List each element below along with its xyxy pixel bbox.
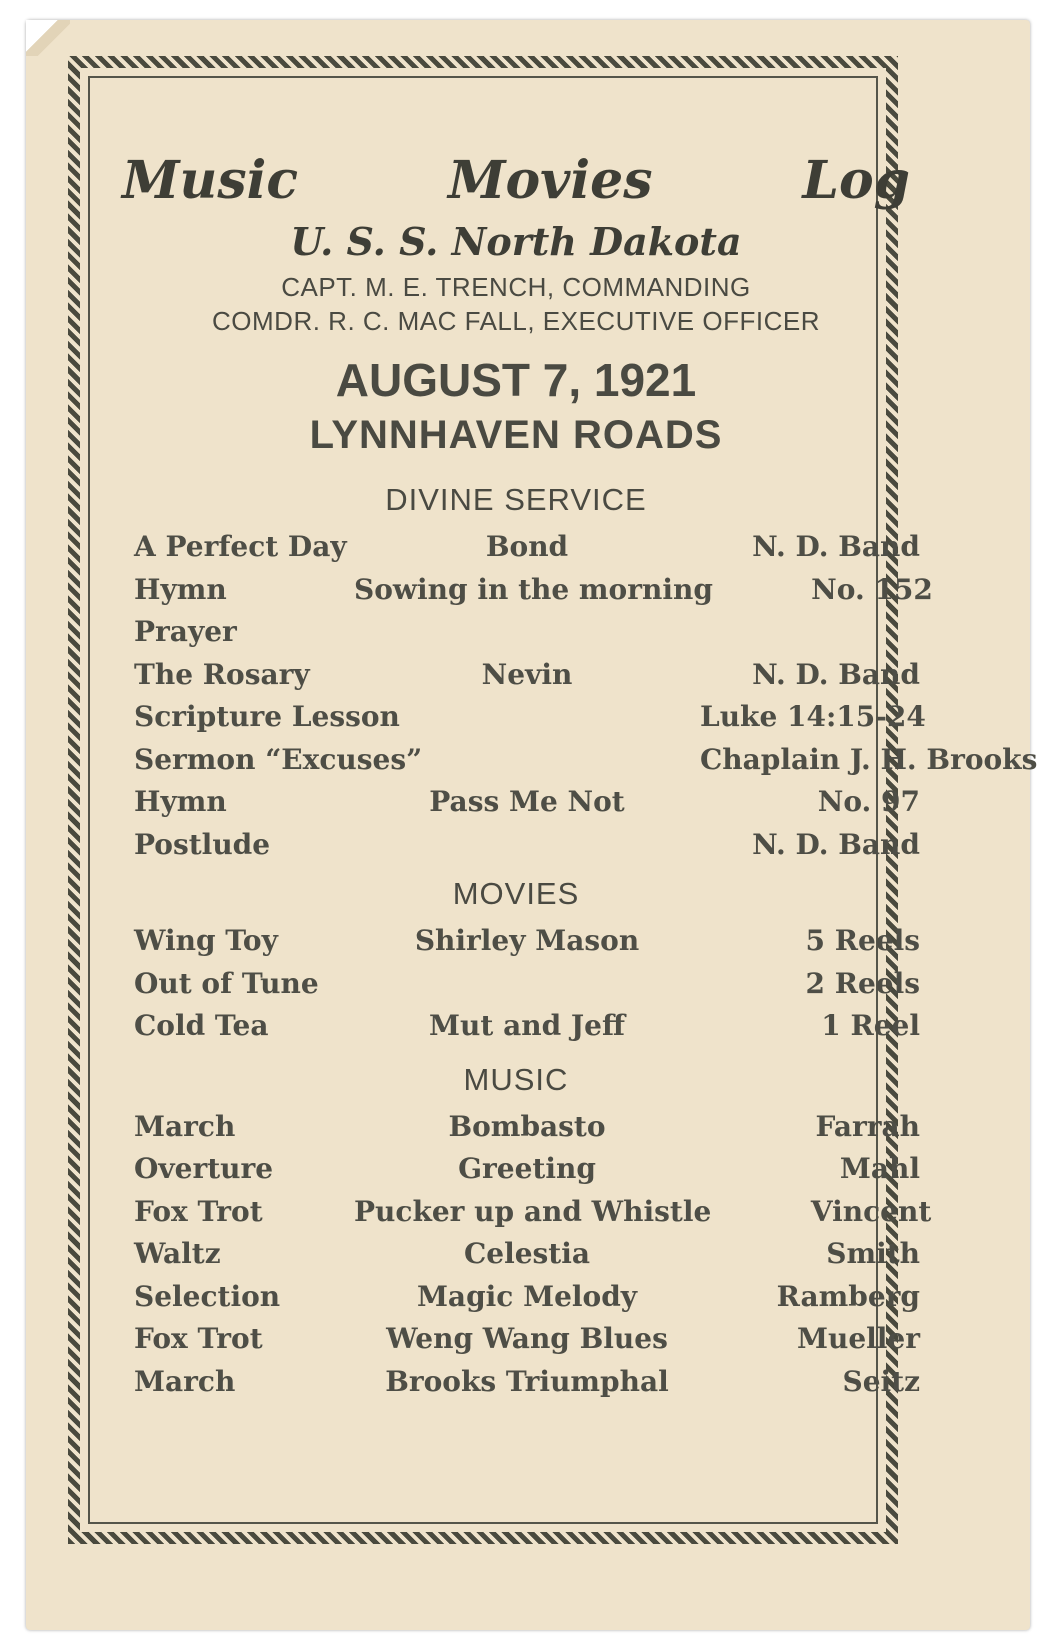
program-row xyxy=(112,739,1038,782)
program-row xyxy=(112,781,920,824)
item-type: Hymn xyxy=(134,572,227,606)
program-row xyxy=(112,824,920,867)
item-type: Selection xyxy=(134,1279,281,1313)
program-row xyxy=(112,611,920,654)
item-credit: Ramberg xyxy=(776,1279,920,1313)
item-credit: Mahl xyxy=(839,1152,920,1185)
item-credit: N. D. Band xyxy=(752,530,920,563)
item-title: Celestia xyxy=(463,1237,591,1270)
item-type: Out of Tune xyxy=(134,966,319,1000)
item-credit: 5 Reels xyxy=(805,924,920,957)
item-credit: No. 97 xyxy=(817,785,920,818)
item-title: Pucker up and Whistle xyxy=(354,1194,712,1228)
program-row xyxy=(112,1148,920,1191)
item-type: March xyxy=(134,1364,236,1398)
item-type: Sermon “Excuses” xyxy=(134,742,423,776)
program-row xyxy=(112,1191,932,1234)
item-title: Sowing in the morning xyxy=(354,572,713,606)
item-title: Bond xyxy=(485,530,569,563)
program-row xyxy=(112,569,933,612)
masthead-music: Music xyxy=(122,150,299,211)
item-title: Mut and Jeff xyxy=(429,1009,625,1042)
item-title: Shirley Mason xyxy=(414,924,640,957)
item-title: Bombasto xyxy=(448,1109,606,1143)
item-credit: Mueller xyxy=(796,1322,920,1355)
program-row xyxy=(112,654,920,697)
item-title xyxy=(354,963,700,1006)
item-type: A Perfect Day xyxy=(134,530,347,563)
item-credit: N. D. Band xyxy=(752,657,920,691)
program-content xyxy=(112,150,1038,1403)
item-title: Brooks Triumphal xyxy=(385,1364,669,1398)
program-location: LYNNHAVEN ROADS xyxy=(309,413,723,457)
item-type: Postlude xyxy=(134,827,271,861)
item-title: Weng Wang Blues xyxy=(386,1322,668,1355)
item-credit: 1 Reel xyxy=(821,1009,920,1042)
item-type: The Rosary xyxy=(134,657,310,691)
item-title: Greeting xyxy=(458,1152,596,1185)
item-type: Fox Trot xyxy=(134,1322,263,1355)
program-row xyxy=(112,1276,920,1319)
item-type: Cold Tea xyxy=(134,1009,269,1042)
item-type: Overture xyxy=(134,1152,274,1185)
item-credit: Farrah xyxy=(815,1109,920,1143)
program-row xyxy=(112,963,920,1006)
item-title xyxy=(354,696,700,739)
ship-name: U. S. S. North Dakota xyxy=(290,219,742,264)
item-title: Pass Me Not xyxy=(429,785,625,818)
program-row xyxy=(112,1005,920,1048)
program-row xyxy=(112,1318,920,1361)
program-row xyxy=(112,920,920,963)
item-type: Wing Toy xyxy=(134,924,278,957)
masthead-log: Log xyxy=(802,150,910,211)
captain-line: CAPT. M. E. TRENCH, COMMANDING xyxy=(281,272,751,302)
item-credit: Chaplain J. H. Brooks xyxy=(700,742,1038,776)
item-type: Prayer xyxy=(134,615,237,648)
item-type: Fox Trot xyxy=(134,1194,263,1228)
masthead-movies: Movies xyxy=(447,150,653,211)
item-credit: Luke 14:15-24 xyxy=(700,700,926,733)
item-type: Hymn xyxy=(134,785,227,818)
divine-service-list xyxy=(112,526,1038,866)
item-credit: 2 Reels xyxy=(805,966,920,1000)
item-type: Waltz xyxy=(134,1237,221,1270)
program-row xyxy=(112,1233,920,1276)
item-title xyxy=(354,611,700,654)
movies-title: MOVIES xyxy=(452,876,580,911)
item-credit: Vincent xyxy=(810,1194,932,1228)
item-title xyxy=(354,739,700,782)
program-date: AUGUST 7, 1921 xyxy=(335,354,697,406)
item-credit: N. D. Band xyxy=(752,827,920,861)
item-credit: Seitz xyxy=(842,1364,920,1398)
item-type: March xyxy=(134,1109,236,1143)
item-credit xyxy=(700,611,920,654)
item-credit: No. 152 xyxy=(811,572,933,606)
program-row xyxy=(112,526,920,569)
program-row xyxy=(112,696,926,739)
movies-list xyxy=(112,920,920,1048)
music-list xyxy=(112,1106,932,1404)
item-title: Nevin xyxy=(481,657,573,691)
card-corner-wear xyxy=(26,20,70,56)
executive-line: COMDR. R. C. MAC FALL, EXECUTIVE OFFICER xyxy=(212,306,820,336)
music-title: MUSIC xyxy=(463,1061,569,1097)
item-credit: Smith xyxy=(826,1237,920,1270)
item-title: Magic Melody xyxy=(416,1279,638,1313)
divine-service-title: DIVINE SERVICE xyxy=(385,482,647,517)
program-row xyxy=(112,1361,920,1404)
program-row xyxy=(112,1106,920,1149)
item-type: Scripture Lesson xyxy=(134,700,400,733)
masthead xyxy=(112,150,920,211)
item-title xyxy=(354,824,700,867)
